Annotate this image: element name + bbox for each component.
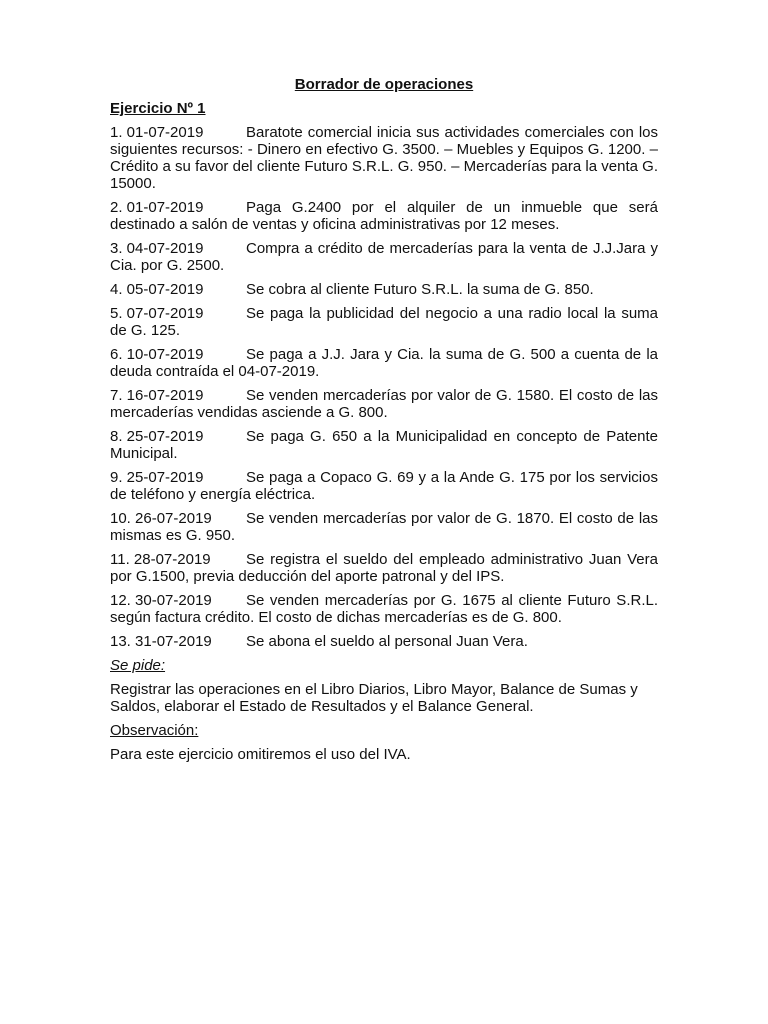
operation-text: Se paga G. 650 a la Municipalidad en concepto de Patente Municipal. [110, 428, 658, 462]
operation-text: Se paga la publicidad del negocio a una radio local la suma de G. 125. [110, 305, 658, 339]
operation-item [110, 510, 658, 544]
operation-label: 1. 01-07-2019 [110, 124, 204, 141]
operation-text: Se registra el sueldo del empleado administrativo Juan Vera por G.1500, previa deducción del aporte patronal y del IPS. [110, 551, 658, 585]
operation-item [110, 199, 658, 233]
operation-item [110, 124, 658, 192]
observation-label: Observación: [110, 722, 199, 739]
operation-text: Compra a crédito de mercaderías para la venta de J.J.Jara y Cia. por G. 2500. [110, 240, 658, 274]
operation-item [110, 346, 658, 380]
operation-label: 3. 04-07-2019 [110, 240, 204, 257]
operation-label: 2. 01-07-2019 [110, 199, 204, 216]
operation-item [110, 633, 658, 650]
operation-text: Se venden mercaderías por valor de G. 1870. El costo de las mismas es G. 950. [110, 510, 658, 544]
operation-text: Se venden mercaderías por valor de G. 1580. El costo de las mercaderías vendidas asciende a G. 800. [110, 387, 658, 421]
observation-text: Para este ejercicio omitiremos el uso del IVA. [110, 746, 411, 763]
operation-text: Se paga a Copaco G. 69 y a la Ande G. 175 por los servicios de teléfono y energía eléctrica. [110, 469, 658, 503]
operation-text: Se paga a J.J. Jara y Cia. la suma de G. 500 a cuenta de la deuda contraída el 04-07-2019. [110, 346, 658, 380]
operation-label: 8. 25-07-2019 [110, 428, 204, 445]
operation-text: Se abona el sueldo al personal Juan Vera. [246, 633, 528, 650]
document-title: Borrador de operaciones [294, 76, 474, 93]
operation-item [110, 551, 658, 585]
operation-label: 5. 07-07-2019 [110, 305, 204, 322]
se-pide-text: Registrar las operaciones en el Libro Diarios, Libro Mayor, Balance de Sumas y Saldos, elaborar el Estado de Resultados y el Balance General. [110, 681, 638, 715]
operation-label: 11. 28-07-2019 [110, 551, 211, 568]
operation-item [110, 305, 658, 339]
operation-text: Se cobra al cliente Futuro S.R.L. la suma de G. 850. [246, 281, 594, 298]
operation-item [110, 387, 658, 421]
se-pide-label: Se pide: [110, 657, 166, 674]
operation-label: 4. 05-07-2019 [110, 281, 204, 298]
operation-label: 13. 31-07-2019 [110, 633, 212, 650]
operation-text: Se venden mercaderías por G. 1675 al cliente Futuro S.R.L. según factura crédito. El costo de dichas mercaderías es de G. 800. [110, 592, 658, 626]
operation-label: 10. 26-07-2019 [110, 510, 212, 527]
operation-label: 6. 10-07-2019 [110, 346, 204, 363]
operation-item [110, 592, 658, 626]
operation-item [110, 469, 658, 503]
operation-label: 9. 25-07-2019 [110, 469, 204, 486]
document-page [110, 76, 658, 770]
operation-text: Baratote comercial inicia sus actividades comerciales con los siguientes recursos: - Dinero en efectivo G. 3500. – Muebles y Equipos G. 1200. – Crédito a su favor del cliente Futuro S.R.L. G. 950. – Mercaderías para la venta G. 15000. [110, 124, 658, 192]
operation-label: 7. 16-07-2019 [110, 387, 204, 404]
operation-item [110, 281, 658, 298]
operation-text: Paga G.2400 por el alquiler de un inmueble que será destinado a salón de ventas y oficina administrativas por 12 meses. [110, 199, 658, 233]
exercise-heading: Ejercicio Nº 1 [110, 100, 206, 117]
operation-item [110, 240, 658, 274]
operation-label: 12. 30-07-2019 [110, 592, 212, 609]
operation-item [110, 428, 658, 462]
